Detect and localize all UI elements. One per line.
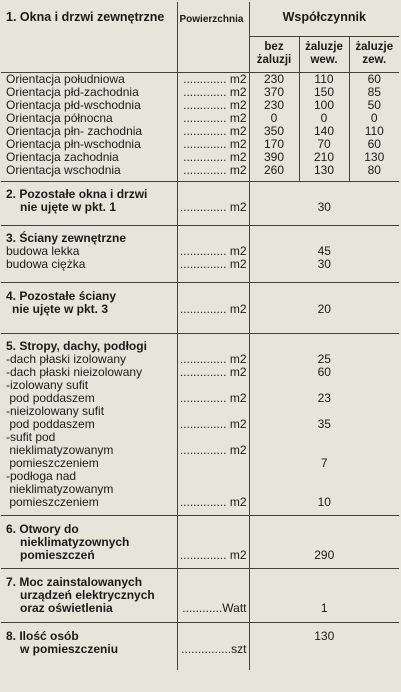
orientation-row: Orientacja płd-zachodnia ............. m2 370 150 85	[1, 86, 399, 99]
section5-item: -dach płaski izolowany	[6, 351, 127, 366]
heat-load-table	[1, 2, 399, 670]
area-field[interactable]: .............. m2	[177, 366, 249, 379]
orientation-row: Orientacja wschodnia ............. m2 260 130 80	[1, 164, 399, 177]
area-field[interactable]: ............. m2	[177, 112, 249, 125]
section6-subtitle: pomieszczeń	[20, 547, 95, 562]
coefficient-value: 30	[249, 258, 399, 271]
power-field[interactable]: ............Watt	[177, 602, 249, 615]
section8-subtitle: w pomieszczeniu	[20, 641, 119, 656]
coefficient-value: 25	[249, 353, 399, 366]
section6-title: 6. Otwory do	[6, 521, 79, 536]
area-field[interactable]: .............. m2	[177, 245, 249, 258]
area-field[interactable]: .............. m2	[177, 444, 249, 457]
coefficient-value: 45	[249, 245, 399, 258]
coefficient-value: 23	[249, 392, 399, 405]
section5-item: -nieizolowany sufit	[6, 403, 105, 418]
section7-title: 7. Moc zainstalowanych	[6, 574, 143, 589]
coefficient-value: 30	[249, 201, 399, 214]
area-field[interactable]: ............. m2	[177, 125, 249, 138]
coef-no-blinds-header: bez żaluzji	[249, 36, 299, 72]
section5-title: 5. Stropy, dachy, podłogi	[6, 338, 147, 353]
coefficient-value: 290	[249, 549, 399, 562]
section3-item: budowa ciężka	[6, 256, 86, 271]
section5-item-cont: pomieszczeniem	[6, 494, 99, 509]
coefficient-value: 1	[249, 602, 399, 615]
coefficient-column-header: Współczynnik	[249, 2, 399, 36]
section3-item: budowa lekka	[6, 243, 80, 258]
section7-subtitle: oraz oświetlenia	[20, 600, 113, 615]
section5-item-cont: pod poddaszem	[6, 390, 95, 405]
coefficient-value: 10	[249, 496, 399, 509]
section5-item-cont: nieklimatyzowanym	[6, 481, 114, 496]
section5-item: -izolowany sufit	[6, 377, 89, 392]
section5-item: -podłoga nad	[6, 468, 77, 483]
section4-title: 4. Pozostałe ściany	[6, 288, 117, 303]
orientation-row: Orientacja północna ............. m2 0 0 0	[1, 112, 399, 125]
coefficient-value: 60	[249, 366, 399, 379]
coefficient-value: 20	[249, 303, 399, 316]
section5-item: -dach płaski nieizolowany	[6, 364, 143, 379]
section2-subtitle: nie ujęte w pkt. 1	[20, 199, 117, 214]
coef-outer-blinds-header: żaluzje zew.	[349, 36, 399, 72]
area-field[interactable]: ............. m2	[177, 86, 249, 99]
orientation-row: Orientacja płn- zachodnia ............. m2 350 140 110	[1, 125, 399, 138]
area-field[interactable]: .............. m2	[177, 303, 249, 316]
area-field[interactable]: ............. m2	[177, 138, 249, 151]
area-field[interactable]: .............. m2	[177, 392, 249, 405]
area-field[interactable]: ............. m2	[177, 72, 249, 86]
area-field[interactable]: ............. m2	[177, 151, 249, 164]
section5-item-cont: pod poddaszem	[6, 416, 95, 431]
orientation-row: Orientacja zachodnia ............. m2 390 210 130	[1, 151, 399, 164]
coefficient-value: 130	[249, 630, 399, 643]
orientation-row: Orientacja południowa ............. m2 230 110 60	[1, 72, 399, 86]
area-field[interactable]: .............. m2	[177, 549, 249, 562]
coefficient-value: 7	[249, 457, 399, 470]
section5-item: -sufit pod	[6, 429, 56, 444]
area-field[interactable]: .............. m2	[177, 496, 249, 509]
section5-item-cont: nieklimatyzowanym	[6, 442, 114, 457]
area-field[interactable]: ............. m2	[177, 164, 249, 177]
area-field[interactable]: .............. m2	[177, 353, 249, 366]
area-field[interactable]: .............. m2	[177, 258, 249, 271]
area-field[interactable]: ............. m2	[177, 99, 249, 112]
section2-title: 2. Pozostałe okna i drzwi	[6, 186, 148, 201]
section6-subtitle: nieklimatyzownych	[20, 534, 130, 549]
coefficient-value: 35	[249, 418, 399, 431]
section7-subtitle: urządzeń elektrycznych	[20, 587, 155, 602]
area-field[interactable]: .............. m2	[177, 201, 249, 214]
section1-title: 1. Okna i drzwi zewnętrzne	[6, 10, 165, 24]
people-field[interactable]: ...............szt	[177, 643, 249, 656]
coef-inner-blinds-header: żaluzje wew.	[299, 36, 349, 72]
section5-item-cont: pomieszczeniem	[6, 455, 99, 470]
area-field[interactable]: .............. m2	[177, 418, 249, 431]
area-column-header: Powierzchnia	[177, 2, 249, 72]
section4-subtitle: nie ujęte w pkt. 3	[12, 301, 109, 316]
section8-title: 8. Ilość osób	[6, 628, 79, 643]
orientation-row: Orientacja płd-wschodnia ............. m2 230 100 50	[1, 99, 399, 112]
section3-title: 3. Ściany zewnętrzne	[6, 230, 127, 245]
orientation-row: Orientacja płn-wschodnia ............. m2 170 70 60	[1, 138, 399, 151]
